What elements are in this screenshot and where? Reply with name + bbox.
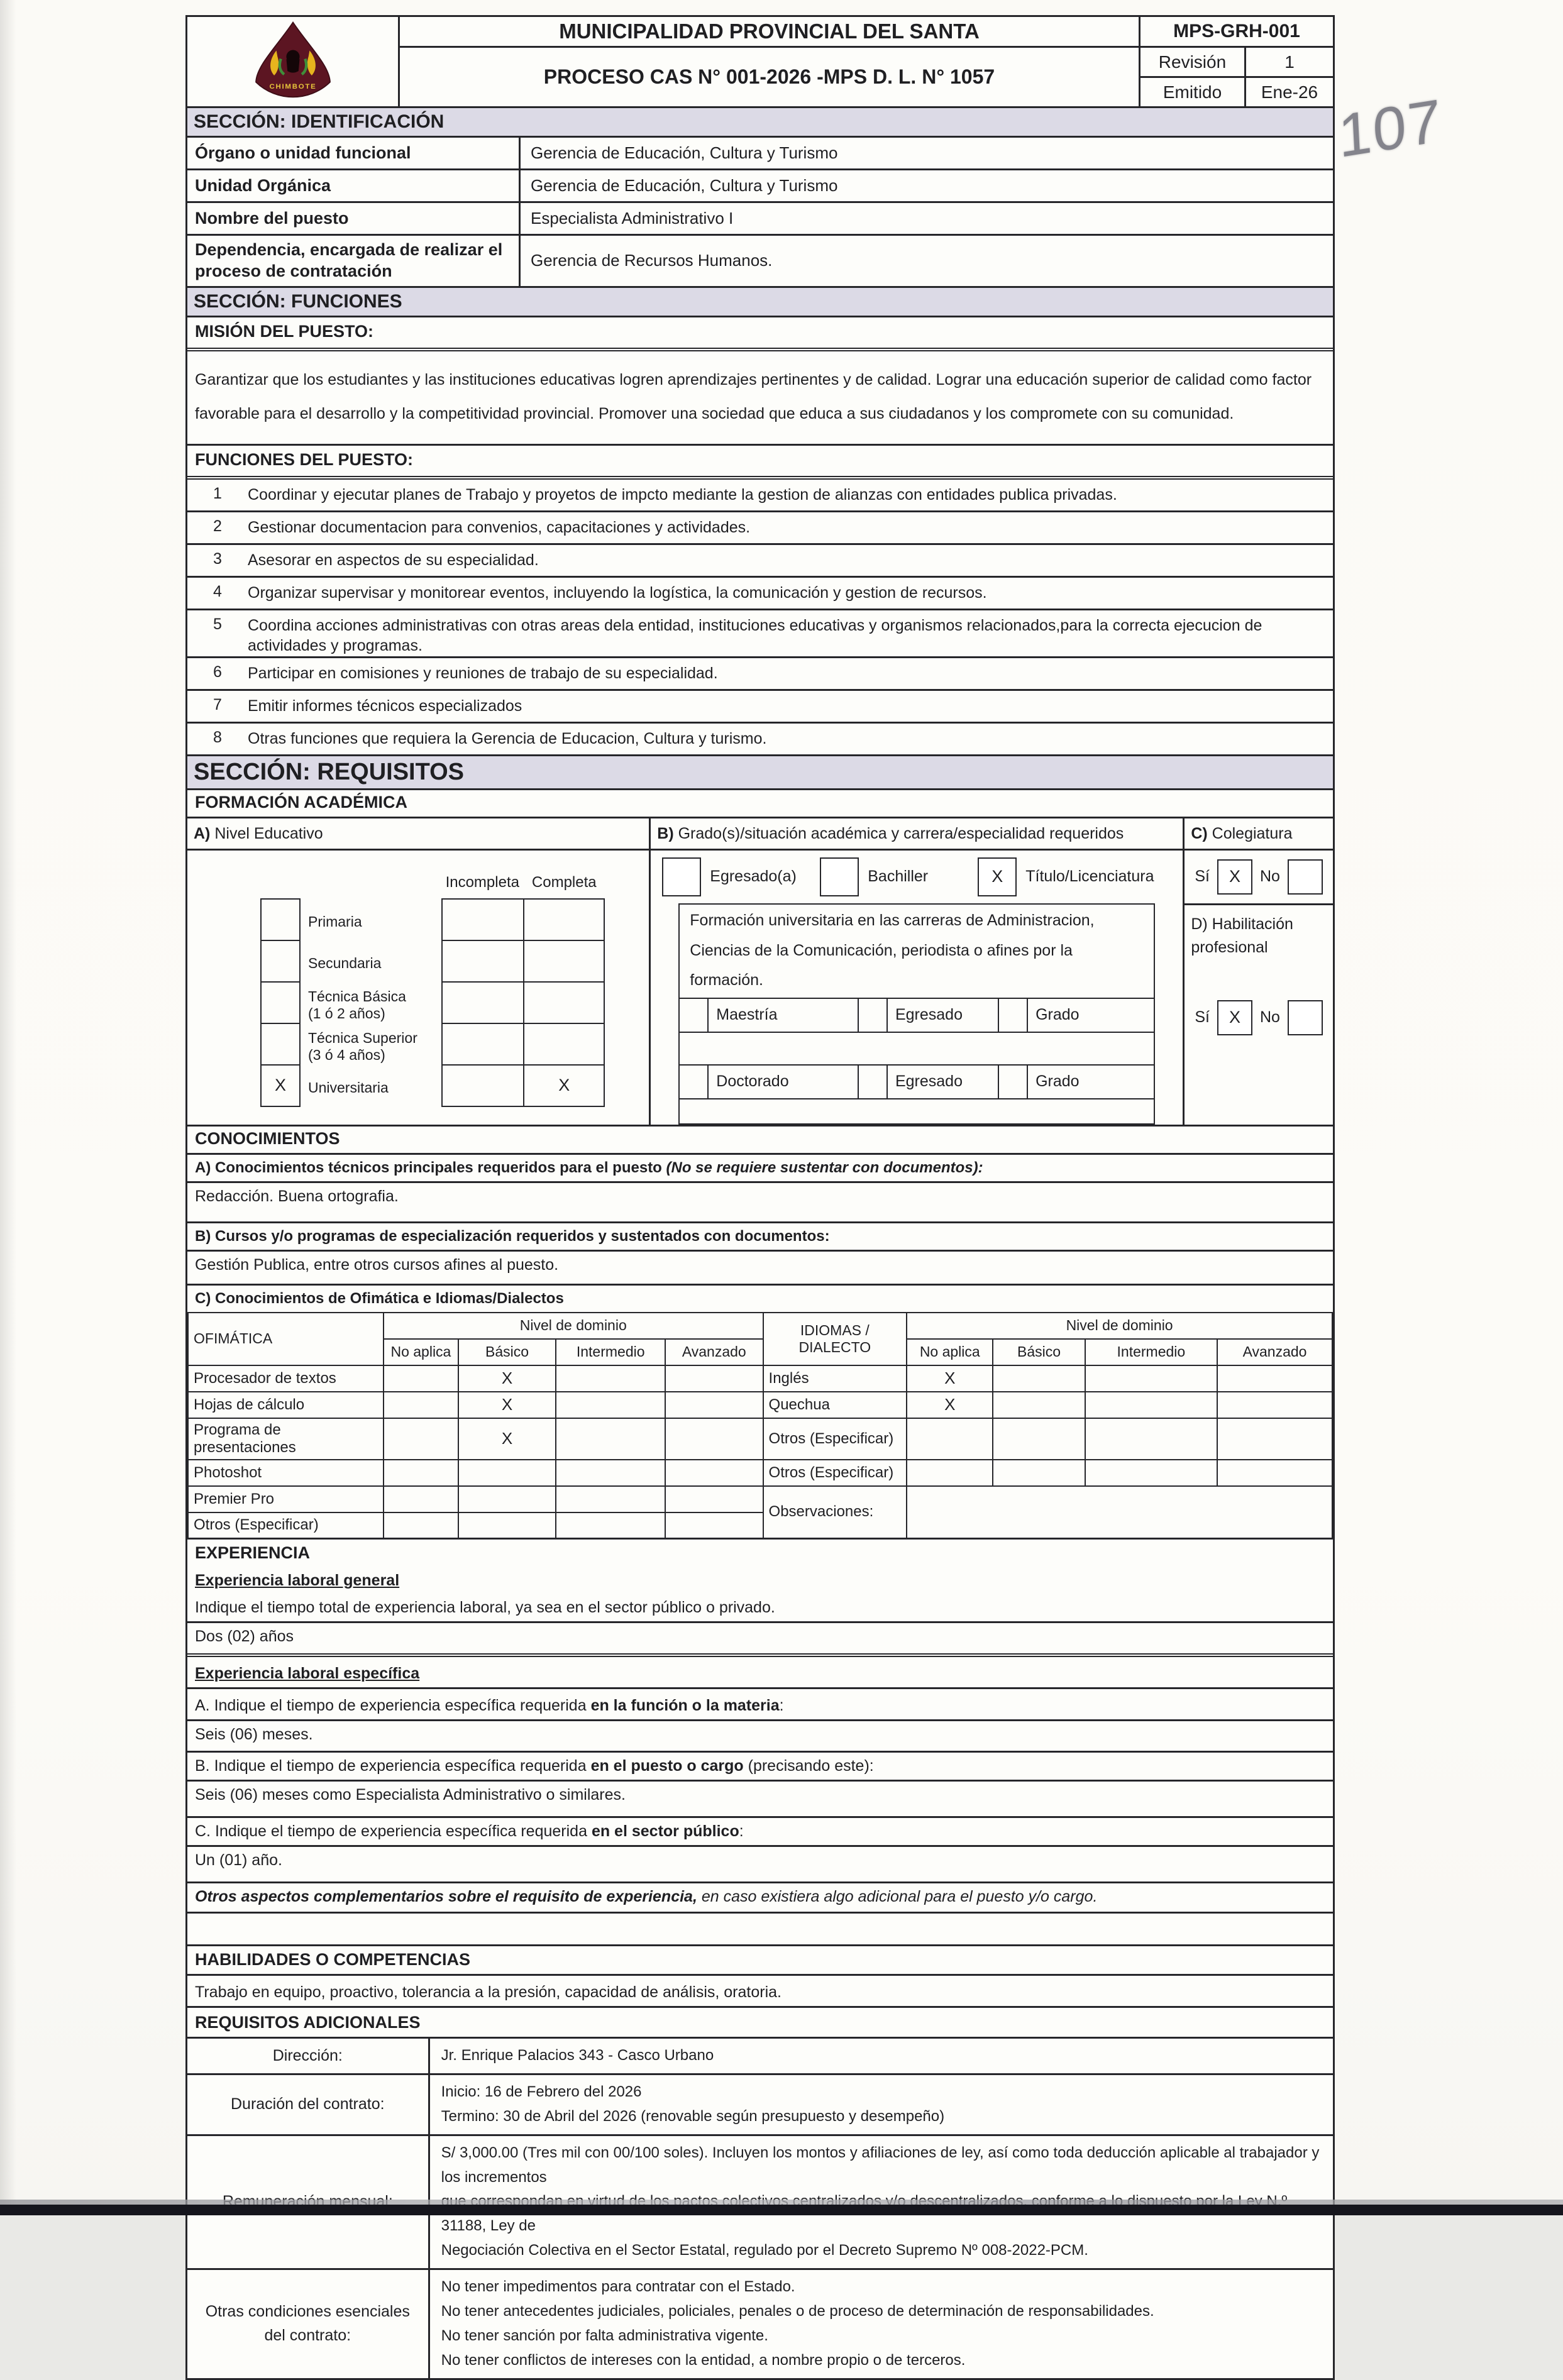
level-cell bbox=[993, 1392, 1085, 1418]
habilidades-title: HABILIDADES O COMPETENCIAS bbox=[187, 1946, 1333, 1976]
emitted-row bbox=[1140, 78, 1333, 106]
checkbox-nivel: X bbox=[260, 1064, 301, 1107]
label-prefix: C) bbox=[1191, 824, 1208, 842]
exp-otros-aspectos bbox=[187, 1883, 1333, 1914]
nivel-row-universitaria bbox=[260, 1066, 605, 1107]
function-item bbox=[187, 691, 1333, 724]
ra-label: Dirección: bbox=[272, 2046, 343, 2064]
cas-profile-form bbox=[185, 15, 1335, 2380]
function-number: 6 bbox=[213, 663, 222, 681]
level-cell bbox=[384, 1512, 458, 1539]
grado-header bbox=[649, 818, 1183, 849]
text-italic: en caso existiera algo adicional para el puesto y/o cargo. bbox=[697, 1888, 1098, 1905]
function-item bbox=[187, 480, 1333, 512]
document-code-block bbox=[1140, 17, 1333, 106]
idioma-label: Otros (Especificar) bbox=[763, 1460, 907, 1486]
text-segment: C. Indique el tiempo de experiencia específica requerida bbox=[195, 1822, 592, 1840]
exp-general-answer: Dos (02) años bbox=[187, 1623, 1333, 1657]
ra-value bbox=[428, 2270, 1333, 2378]
logo-cell bbox=[187, 17, 400, 106]
scan-artifact-black-bar bbox=[0, 2205, 1563, 2215]
nivel-label-line: Técnica Básica bbox=[308, 988, 406, 1005]
maestria-row bbox=[680, 999, 1154, 1033]
nivel-label bbox=[301, 900, 441, 941]
level-cell bbox=[556, 1460, 665, 1486]
checkbox-incompleta bbox=[441, 1023, 524, 1066]
observaciones-label: Observaciones: bbox=[763, 1486, 907, 1539]
function-text: Asesorar en aspectos de su especialidad. bbox=[248, 551, 539, 569]
nivel-label-line: Secundaria bbox=[308, 955, 382, 972]
col-header-nivel-dominio: Nivel de dominio bbox=[384, 1313, 763, 1339]
emitted-value: Ene-26 bbox=[1261, 82, 1318, 102]
exp-b-question bbox=[187, 1753, 1333, 1782]
text-bold-italic: Otros aspectos complementarios sobre el requisito de experiencia, bbox=[195, 1888, 697, 1905]
maestria-label: Maestría bbox=[709, 999, 859, 1032]
function-item bbox=[187, 545, 1333, 578]
exp-b-answer: Seis (06) meses como Especialista Administrativo o similares. bbox=[187, 1782, 1333, 1818]
nivel-label bbox=[301, 941, 441, 983]
option-titulo bbox=[978, 857, 1171, 896]
level-cell bbox=[384, 1460, 458, 1486]
checkbox-bachiller bbox=[820, 857, 859, 896]
exp-a-answer: Seis (06) meses. bbox=[187, 1721, 1333, 1753]
function-item bbox=[187, 512, 1333, 545]
function-text: Coordina acciones administrativas con otras areas dela entidad, instituciones educativas y organismos relacionados,para la correcta ejecucion de actividades y programas. bbox=[248, 616, 1262, 654]
colegiatura-si-no bbox=[1185, 851, 1333, 905]
function-text: Emitir informes técnicos especializados bbox=[248, 697, 522, 715]
nivel-label-line2: (1 ó 2 años) bbox=[308, 1005, 385, 1022]
level-cell: X bbox=[907, 1392, 993, 1418]
level-cell bbox=[384, 1418, 458, 1460]
nivel-label-line2: (3 ó 4 años) bbox=[308, 1046, 385, 1063]
idioma-label: Inglés bbox=[763, 1365, 907, 1392]
ra-line: Termino: 30 de Abril del 2026 (renovable según presupuesto y desempeño) bbox=[441, 2107, 945, 2125]
level-cell: X bbox=[458, 1392, 556, 1418]
ofimatica-row bbox=[188, 1460, 1332, 1486]
level-cell bbox=[458, 1460, 556, 1486]
colegiatura-panel bbox=[1183, 851, 1333, 1125]
nivel-row-tecnica-basica bbox=[260, 983, 605, 1024]
level-cell bbox=[1085, 1460, 1217, 1486]
checkbox-doctorado bbox=[680, 1066, 709, 1098]
functions-title: FUNCIONES DEL PUESTO: bbox=[187, 446, 1333, 480]
checkbox-colegiatura-no bbox=[1288, 859, 1323, 895]
checkbox-completa bbox=[523, 1023, 605, 1066]
level-cell: X bbox=[458, 1418, 556, 1460]
mission-text: Garantizar que los estudiantes y las instituciones educativas logren aprendizajes pertinentes y de calidad. Lograr una educación superior de calidad como factor favorable para el desarrollo y la competitividad provincial. Promover una sociedad que educa a sus ciudadanos y los compromete con su comunidad. bbox=[187, 351, 1333, 446]
si-label: Sí bbox=[1195, 868, 1210, 885]
checkbox-incompleta bbox=[441, 940, 524, 983]
ra-line: No tener sanción por falta administrativa vigente. bbox=[441, 2327, 768, 2344]
nivel-label-line: Primaria bbox=[308, 913, 362, 930]
checkbox-nivel bbox=[260, 981, 301, 1024]
ofimatica-row bbox=[188, 1486, 1332, 1512]
option-egresado bbox=[662, 857, 811, 896]
level-cell bbox=[384, 1486, 458, 1512]
ofimatica-row bbox=[188, 1392, 1332, 1418]
tool-label: Procesador de textos bbox=[188, 1365, 384, 1392]
text-segment: B. Indique el tiempo de experiencia específica requerida bbox=[195, 1757, 591, 1775]
field-value: Gerencia de Recursos Humanos. bbox=[519, 236, 1333, 286]
field-label: Nombre del puesto bbox=[195, 208, 349, 228]
col-header-nivel-dominio: Nivel de dominio bbox=[907, 1313, 1332, 1339]
checkbox-incompleta bbox=[441, 898, 524, 941]
checkbox-habilitacion-no bbox=[1288, 1000, 1323, 1035]
level-cell bbox=[1217, 1392, 1332, 1418]
col-avanzado: Avanzado bbox=[665, 1339, 763, 1365]
requisitos-adicionales-title: REQUISITOS ADICIONALES bbox=[187, 2008, 1333, 2039]
ofimatica-row bbox=[188, 1418, 1332, 1460]
checkbox-maestria bbox=[680, 999, 709, 1032]
function-number: 5 bbox=[213, 615, 222, 633]
checkbox-completa: X bbox=[523, 1064, 605, 1107]
checkbox-nivel bbox=[260, 898, 301, 941]
document-code: MPS-GRH-001 bbox=[1140, 17, 1333, 48]
ra-row-direccion bbox=[187, 2039, 1333, 2075]
colegiatura-header bbox=[1183, 818, 1333, 849]
checkbox-egresado bbox=[662, 857, 701, 896]
text-bold: en el puesto o cargo bbox=[590, 1757, 744, 1775]
conocimientos-b-value: Gestión Publica, entre otros cursos afines al puesto. bbox=[187, 1252, 1333, 1286]
organization-title: MUNICIPALIDAD PROVINCIAL DEL SANTA bbox=[400, 17, 1139, 48]
nivel-row-tecnica-superior bbox=[260, 1024, 605, 1066]
no-label: No bbox=[1259, 1008, 1280, 1026]
nivel-educativo-panel bbox=[187, 851, 649, 1125]
checkbox-titulo: X bbox=[978, 857, 1017, 896]
checkbox-nivel bbox=[260, 1023, 301, 1066]
level-cell bbox=[665, 1460, 763, 1486]
revision-value: 1 bbox=[1284, 52, 1295, 72]
function-number: 1 bbox=[213, 484, 222, 502]
label-text: A) Conocimientos técnicos principales requeridos para el puesto bbox=[195, 1159, 666, 1176]
col-basico: Básico bbox=[993, 1339, 1085, 1365]
ra-row-duracion bbox=[187, 2075, 1333, 2136]
checkbox-doctorado-egresado bbox=[859, 1066, 888, 1098]
header-titles bbox=[400, 17, 1140, 106]
tool-label: Otros (Especificar) bbox=[188, 1512, 384, 1539]
level-cell bbox=[907, 1418, 993, 1460]
habilitacion-si-no bbox=[1185, 1000, 1333, 1035]
field-value: Especialista Administrativo I bbox=[519, 203, 1333, 234]
spacer bbox=[680, 1099, 1154, 1123]
level-cell bbox=[1217, 1460, 1332, 1486]
revision-row bbox=[1140, 48, 1333, 78]
function-item bbox=[187, 658, 1333, 691]
function-number: 8 bbox=[213, 728, 222, 746]
handwritten-page-number: 107 bbox=[1337, 86, 1444, 171]
label-prefix: B) bbox=[657, 824, 674, 842]
form-header bbox=[187, 17, 1333, 108]
text-bold: en el sector público bbox=[591, 1822, 739, 1840]
function-text: Gestionar documentacion para convenios, capacitaciones y actividades. bbox=[248, 518, 751, 536]
level-cell bbox=[993, 1365, 1085, 1392]
section-identificacion-header: SECCIÓN: IDENTIFICACIÓN bbox=[187, 108, 1333, 138]
incompleta-completa-header bbox=[260, 866, 605, 900]
option-label: Título/Licenciatura bbox=[1025, 868, 1154, 885]
formacion-academica-title: FORMACIÓN ACADÉMICA bbox=[187, 790, 1333, 818]
level-cell bbox=[665, 1392, 763, 1418]
option-bachiller bbox=[820, 857, 969, 896]
function-text: Participar en comisiones y reuniones de trabajo de su especialidad. bbox=[248, 664, 718, 682]
col-no-aplica: No aplica bbox=[384, 1339, 458, 1365]
habilidades-value: Trabajo en equipo, proactivo, tolerancia a la presión, capacidad de análisis, oratoria. bbox=[187, 1976, 1333, 2008]
id-row-dependencia bbox=[187, 236, 1333, 288]
ra-label: Otras condiciones esenciales del contrato: bbox=[205, 2303, 410, 2344]
text-segment: : bbox=[739, 1822, 744, 1840]
formacion-column-headers bbox=[187, 818, 1333, 851]
level-cell bbox=[993, 1460, 1085, 1486]
tool-label: Premier Pro bbox=[188, 1486, 384, 1512]
ra-line: No tener conflictos de intereses con la entidad, a nombre propio o de terceros. bbox=[441, 2351, 966, 2369]
nivel-label-line: Técnica Superior bbox=[308, 1030, 417, 1047]
field-value: Gerencia de Educación, Cultura y Turismo bbox=[519, 170, 1333, 201]
scan-edge-shadow bbox=[0, 0, 16, 2215]
function-text: Coordinar y ejecutar planes de Trabajo y proyetos de impcto mediante la gestion de alianzas con entidades publica privadas. bbox=[248, 485, 1117, 504]
col-intermedio: Intermedio bbox=[556, 1339, 665, 1365]
maestria-egresado-label: Egresado bbox=[888, 999, 999, 1032]
si-label: Sí bbox=[1195, 1008, 1210, 1026]
function-item bbox=[187, 610, 1333, 658]
level-cell bbox=[556, 1418, 665, 1460]
checkbox-doctorado-grado bbox=[999, 1066, 1028, 1098]
level-cell bbox=[384, 1392, 458, 1418]
nivel-label bbox=[301, 1066, 441, 1107]
ra-line: Jr. Enrique Palacios 343 - Casco Urbano bbox=[441, 2047, 714, 2064]
level-cell bbox=[556, 1512, 665, 1539]
label-text: Nivel Educativo bbox=[210, 824, 323, 842]
function-number: 7 bbox=[213, 695, 222, 713]
col-incompleta: Incompleta bbox=[445, 873, 519, 891]
level-cell bbox=[665, 1418, 763, 1460]
function-text: Organizar supervisar y monitorear eventos, incluyendo la logística, la comunicación y gestion de recursos. bbox=[248, 583, 987, 602]
checkbox-maestria-egresado bbox=[859, 999, 888, 1032]
emitted-label: Emitido bbox=[1140, 78, 1246, 106]
observaciones-value bbox=[907, 1486, 1332, 1539]
logo-text: CHIMBOTE bbox=[268, 83, 317, 91]
level-cell bbox=[1085, 1365, 1217, 1392]
label-italic: (No se requiere sustentar con documentos): bbox=[666, 1159, 983, 1176]
nivel-row-primaria bbox=[260, 900, 605, 941]
exp-otros-empty bbox=[187, 1914, 1333, 1946]
conocimientos-title: CONOCIMIENTOS bbox=[187, 1127, 1333, 1155]
maestria-grado-label: Grado bbox=[1036, 1006, 1080, 1023]
option-label: Bachiller bbox=[868, 868, 929, 885]
field-value: Gerencia de Educación, Cultura y Turismo bbox=[519, 138, 1333, 168]
doctorado-grado-label: Grado bbox=[1036, 1072, 1080, 1090]
experiencia-title: EXPERIENCIA bbox=[195, 1543, 311, 1562]
function-number: 2 bbox=[213, 517, 222, 535]
checkbox-completa bbox=[523, 940, 605, 983]
text-segment: A. Indique el tiempo de experiencia específica requerida bbox=[195, 1697, 591, 1714]
ra-line: No tener impedimentos para contratar con el Estado. bbox=[441, 2278, 795, 2295]
id-row-unidad bbox=[187, 170, 1333, 203]
text-segment: : bbox=[779, 1697, 784, 1714]
nivel-label-line: Universitaria bbox=[308, 1079, 389, 1096]
exp-c-answer: Un (01) año. bbox=[187, 1847, 1333, 1883]
ra-line: Inicio: 16 de Febrero del 2026 bbox=[441, 2083, 642, 2100]
function-number: 3 bbox=[213, 549, 222, 568]
level-cell bbox=[1085, 1418, 1217, 1460]
grado-detail-box bbox=[678, 903, 1155, 1125]
conocimientos-b-label: B) Cursos y/o programas de especialización requeridos y sustentados con documentos: bbox=[187, 1223, 1333, 1252]
col-basico: Básico bbox=[458, 1339, 556, 1365]
field-label: Unidad Orgánica bbox=[195, 175, 331, 195]
level-cell bbox=[1217, 1418, 1332, 1460]
ra-value bbox=[428, 2039, 1333, 2073]
nivel-label bbox=[301, 1024, 441, 1066]
id-row-organo bbox=[187, 138, 1333, 170]
col-intermedio: Intermedio bbox=[1085, 1339, 1217, 1365]
habilitacion-title: D) Habilitación profesional bbox=[1191, 915, 1293, 956]
field-label: Órgano o unidad funcional bbox=[195, 143, 411, 162]
checkbox-completa bbox=[523, 898, 605, 941]
exp-c-question bbox=[187, 1818, 1333, 1847]
conocimientos-c-label: C) Conocimientos de Ofimática e Idiomas/Dialectos bbox=[195, 1289, 564, 1307]
level-cell bbox=[907, 1460, 993, 1486]
ra-label: Duración del contrato: bbox=[231, 2095, 385, 2113]
carreras-text: Formación universitaria en las carreras de Administracion, Ciencias de la Comunicación, periodista o afines por la formación. bbox=[680, 905, 1154, 999]
label-prefix: A) bbox=[194, 824, 211, 842]
level-cell bbox=[556, 1392, 665, 1418]
function-number: 4 bbox=[213, 582, 222, 600]
checkbox-nivel bbox=[260, 940, 301, 983]
checkbox-completa bbox=[523, 981, 605, 1024]
checkbox-colegiatura-si: X bbox=[1217, 859, 1252, 895]
nivel-educativo-header bbox=[187, 818, 649, 849]
tool-label: Photoshot bbox=[188, 1460, 384, 1486]
level-cell bbox=[665, 1486, 763, 1512]
revision-label: Revisión bbox=[1140, 48, 1246, 76]
field-label: Dependencia, encargada de realizar el proceso de contratación bbox=[195, 240, 503, 280]
conocimientos-a-label bbox=[187, 1155, 1333, 1183]
ofimatica-row bbox=[188, 1365, 1332, 1392]
exp-a-question bbox=[187, 1689, 1333, 1721]
nivel-label bbox=[301, 983, 441, 1024]
level-cell bbox=[556, 1365, 665, 1392]
exp-general-title bbox=[187, 1567, 1333, 1594]
ra-line: S/ 3,000.00 (Tres mil con 00/100 soles). Incluyen los montos y afiliaciones de ley, así como toda deducción aplicable al trabajador y los incrementos bbox=[441, 2144, 1320, 2186]
doctorado-label: Doctorado bbox=[709, 1066, 859, 1098]
level-cell bbox=[1085, 1392, 1217, 1418]
idioma-label: Otros (Especificar) bbox=[763, 1418, 907, 1460]
level-cell bbox=[1217, 1365, 1332, 1392]
spacer bbox=[680, 1033, 1154, 1066]
checkbox-habilitacion-si: X bbox=[1217, 1000, 1252, 1035]
level-cell bbox=[665, 1365, 763, 1392]
level-cell bbox=[458, 1512, 556, 1539]
ra-line: No tener antecedentes judiciales, policiales, penales o de proceso de determinación de responsabilidades. bbox=[441, 2302, 1154, 2320]
col-header-ofimatica: OFIMÁTICA bbox=[188, 1313, 384, 1365]
exp-especifica-title bbox=[187, 1657, 1333, 1689]
tool-label: Programa de presentaciones bbox=[188, 1418, 384, 1460]
level-cell bbox=[384, 1365, 458, 1392]
ra-line: Negociación Colectiva en el Sector Estatal, regulado por el Decreto Supremo Nº 008-2022-PCM. bbox=[441, 2242, 1088, 2259]
section-requisitos-header: SECCIÓN: REQUISITOS bbox=[187, 756, 1333, 790]
level-cell bbox=[665, 1512, 763, 1539]
function-text: Otras funciones que requiera la Gerencia de Educacion, Cultura y turismo. bbox=[248, 729, 767, 747]
process-title: PROCESO CAS N° 001-2026 -MPS D. L. N° 1057 bbox=[543, 65, 995, 88]
checkbox-incompleta bbox=[441, 1064, 524, 1107]
tool-label: Hojas de cálculo bbox=[188, 1392, 384, 1418]
level-cell bbox=[556, 1486, 665, 1512]
col-completa: Completa bbox=[531, 873, 597, 891]
col-header-idiomas: IDIOMAS / DIALECTO bbox=[763, 1313, 907, 1365]
function-item bbox=[187, 578, 1333, 610]
level-cell: X bbox=[907, 1365, 993, 1392]
grado-panel bbox=[649, 851, 1183, 1125]
doctorado-egresado-label: Egresado bbox=[888, 1066, 999, 1098]
ra-value bbox=[428, 2075, 1333, 2134]
label-text: Colegiatura bbox=[1207, 824, 1293, 842]
option-label: Egresado(a) bbox=[710, 868, 797, 885]
function-item bbox=[187, 724, 1333, 756]
section-funciones-header: SECCIÓN: FUNCIONES bbox=[187, 288, 1333, 317]
idioma-label: Quechua bbox=[763, 1392, 907, 1418]
checkbox-incompleta bbox=[441, 981, 524, 1024]
level-cell bbox=[458, 1486, 556, 1512]
grado-options-row bbox=[651, 851, 1183, 903]
checkbox-maestria-grado bbox=[999, 999, 1028, 1032]
conocimientos-a-value: Redacción. Buena ortografia. bbox=[187, 1183, 1333, 1223]
col-avanzado: Avanzado bbox=[1217, 1339, 1332, 1365]
label-text: Experiencia laboral específica bbox=[195, 1665, 420, 1682]
nivel-row-secundaria bbox=[260, 941, 605, 983]
mission-title: MISIÓN DEL PUESTO: bbox=[187, 317, 1333, 351]
level-cell: X bbox=[458, 1365, 556, 1392]
municipality-logo-icon bbox=[237, 20, 349, 103]
text-bold: en la función o la materia bbox=[590, 1697, 780, 1714]
text-segment: (precisando este): bbox=[743, 1757, 874, 1775]
ra-line: 31188, Ley de bbox=[441, 2217, 536, 2235]
no-label: No bbox=[1259, 868, 1280, 885]
ofimatica-idiomas-table bbox=[187, 1312, 1333, 1540]
ra-row-otras-condiciones bbox=[187, 2270, 1333, 2378]
col-no-aplica: No aplica bbox=[907, 1339, 993, 1365]
id-row-puesto bbox=[187, 203, 1333, 236]
exp-general-question: Indique el tiempo total de experiencia laboral, ya sea en el sector público o privado. bbox=[187, 1594, 1333, 1623]
formacion-body bbox=[187, 851, 1333, 1127]
label-text: Experiencia laboral general bbox=[195, 1572, 400, 1589]
doctorado-row bbox=[680, 1066, 1154, 1099]
label-text: Grado(s)/situación académica y carrera/especialidad requeridos bbox=[673, 824, 1124, 842]
level-cell bbox=[993, 1418, 1085, 1460]
